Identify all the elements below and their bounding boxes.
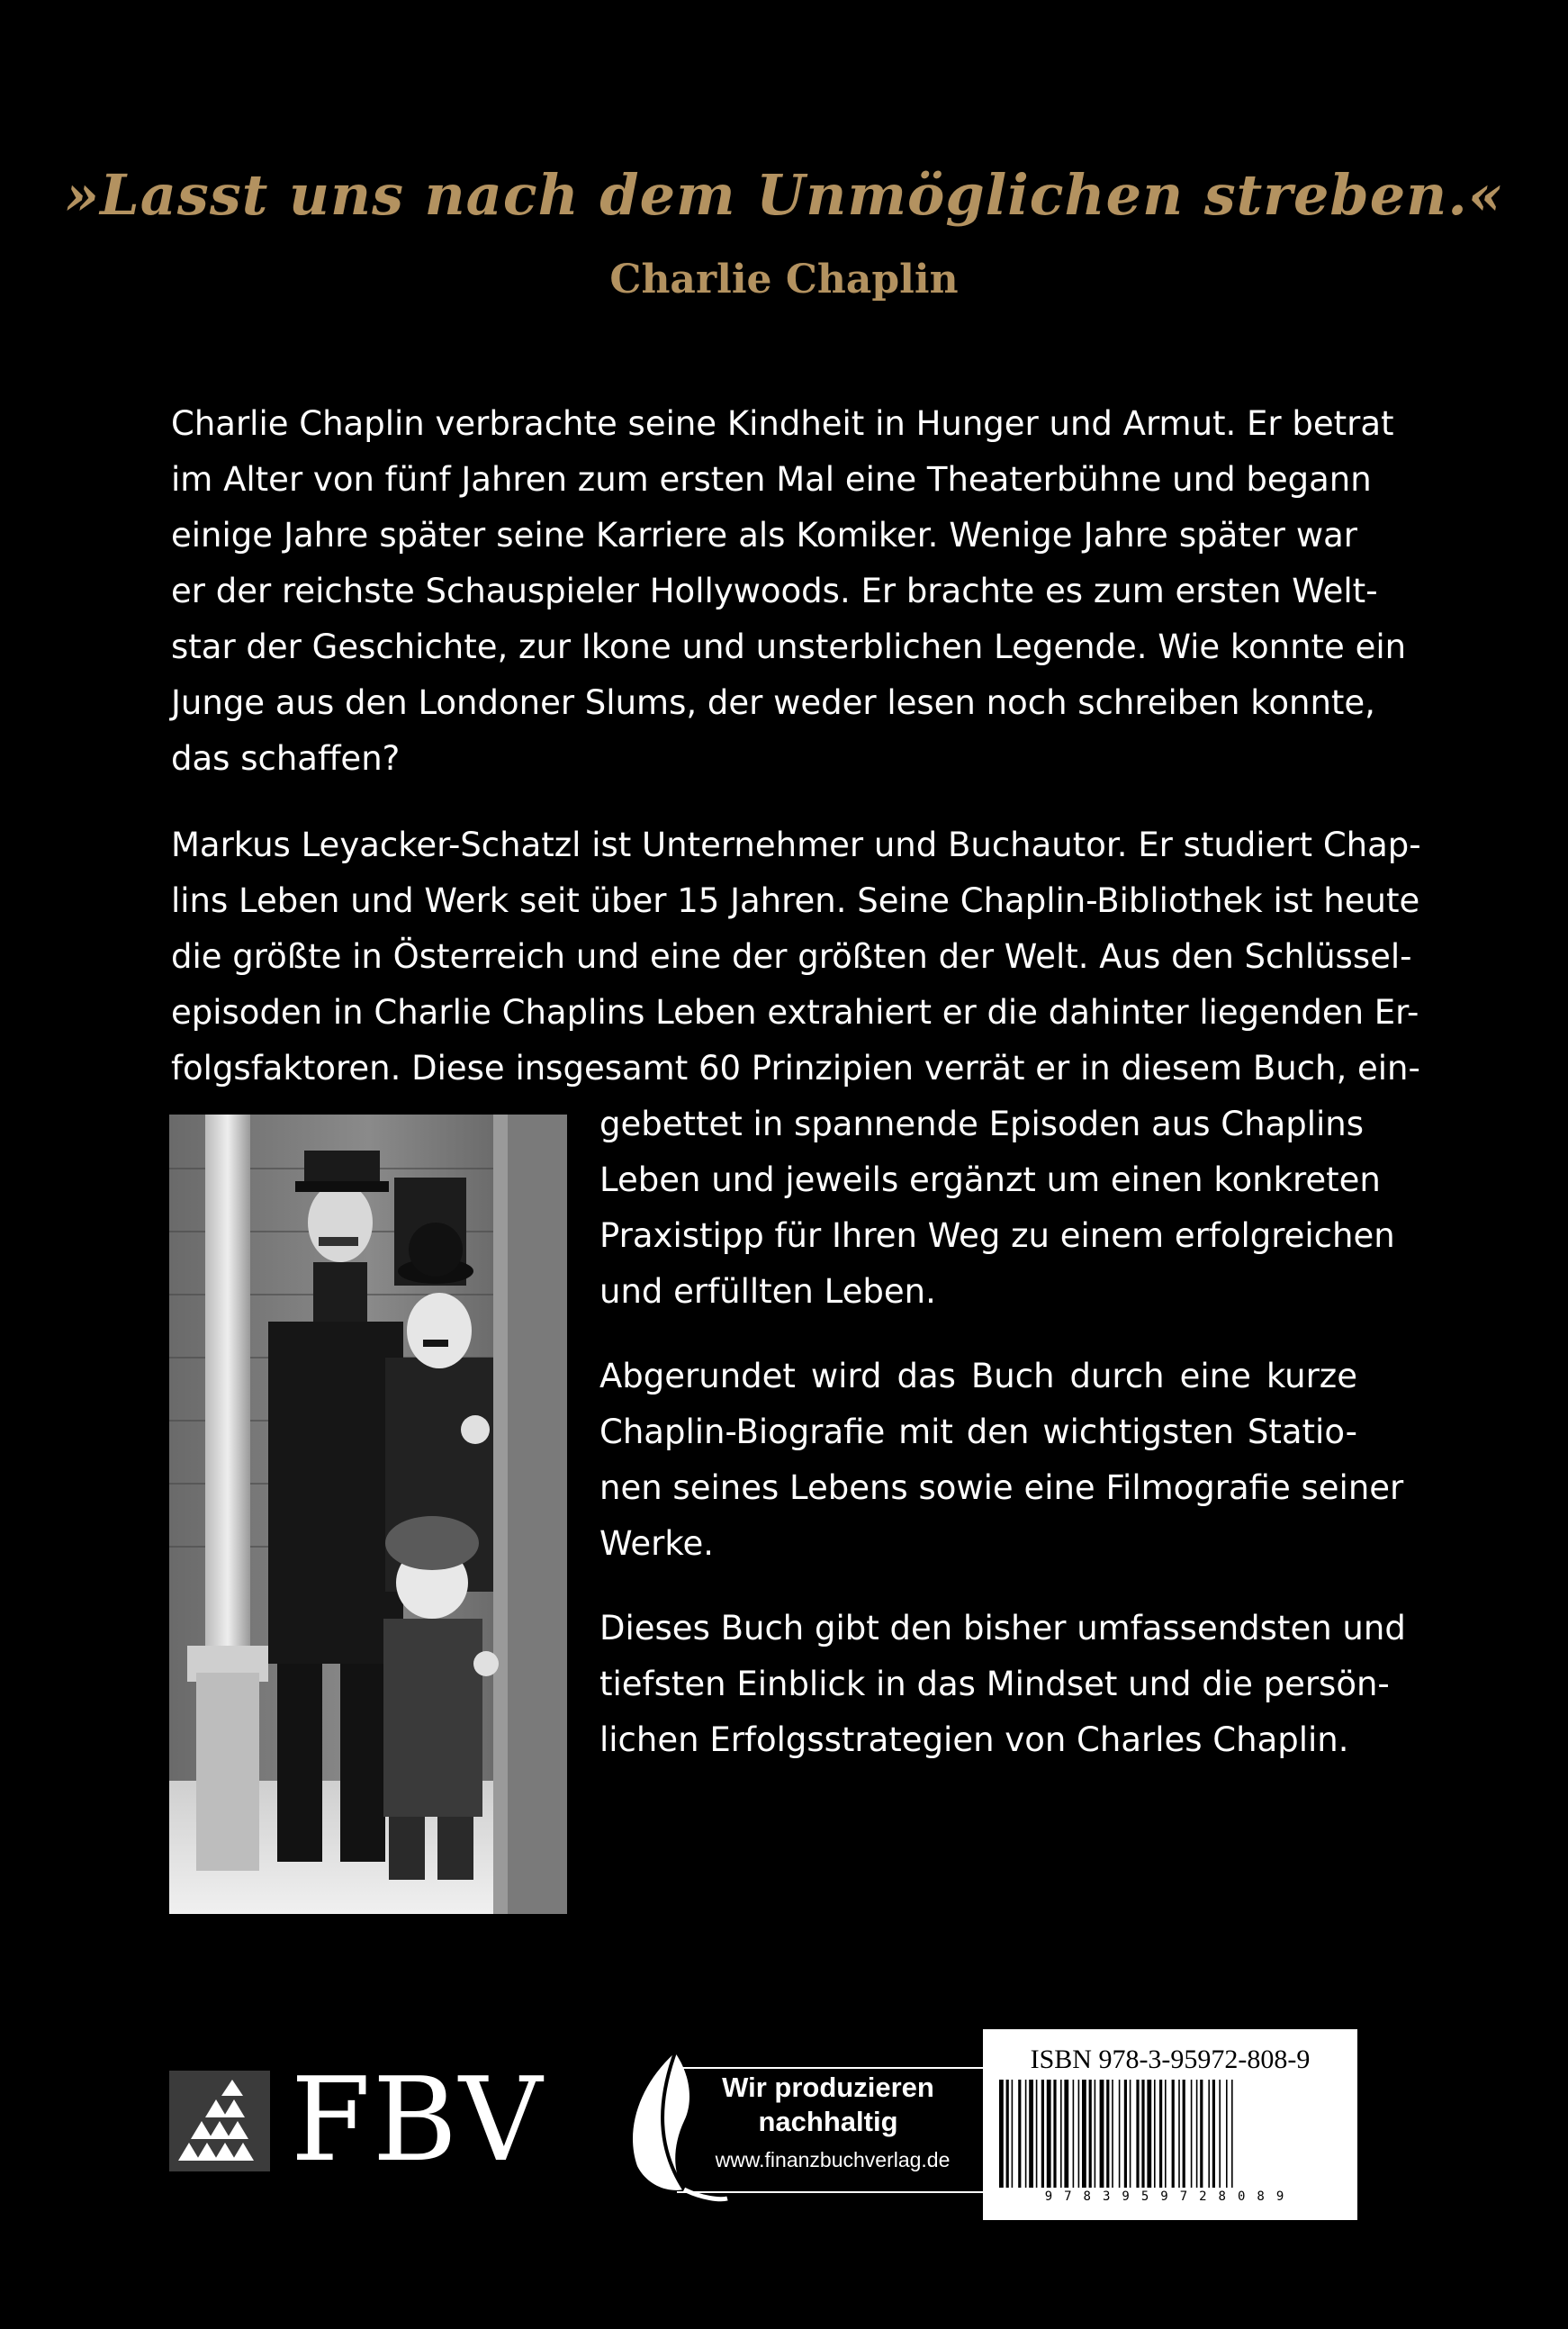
text-line: er der reichste Schauspieler Hollywoods. Er brachte es zum ersten Welt-	[171, 572, 1378, 610]
fbv-logo-mark-icon	[169, 2071, 270, 2171]
paragraph-author-continued	[599, 1097, 1395, 1320]
barcode-bar	[1212, 2080, 1215, 2188]
barcode-bar	[1136, 2080, 1139, 2188]
barcode-bar	[1095, 2080, 1096, 2188]
barcode-bar	[1124, 2080, 1127, 2188]
publisher-name: FBV	[291, 2054, 545, 2188]
barcode-bar	[1073, 2080, 1075, 2188]
publisher-logo	[169, 2054, 572, 2188]
barcode-bar	[1165, 2080, 1167, 2188]
eco-badge	[621, 2049, 983, 2204]
barcode-bar	[1112, 2080, 1113, 2188]
barcode-bar	[1089, 2080, 1092, 2188]
barcode-bar	[1159, 2080, 1162, 2188]
barcode-bar	[1141, 2080, 1144, 2188]
text-line: gebettet in spannende Episoden aus Chaplins	[599, 1105, 1365, 1143]
eco-badge-line2: nachhaltig	[758, 2106, 898, 2137]
barcode-bar	[1064, 2080, 1068, 2188]
text-line: einige Jahre später seine Karriere als Komiker. Wenige Jahre später war	[171, 516, 1357, 555]
barcode-bar	[1047, 2080, 1051, 2188]
paragraph-intro	[171, 396, 1407, 787]
barcode-bar	[1012, 2080, 1014, 2188]
barcode-bar	[1078, 2080, 1080, 2188]
barcode-bar	[1060, 2080, 1062, 2188]
paragraph-summary	[599, 1601, 1406, 1768]
barcode-bar	[1082, 2080, 1086, 2188]
text-line: lichen Erfolgsstrategien von Charles Chaplin.	[599, 1720, 1349, 1759]
barcode-bar	[1106, 2080, 1109, 2188]
barcode-bar	[1191, 2080, 1193, 2188]
text-line: und erfüllten Leben.	[599, 1272, 936, 1311]
barcode-bar	[1172, 2080, 1175, 2188]
text-line: Chaplin-Biografie mit den wichtigsten Statio-	[599, 1413, 1357, 1451]
text-line: episoden in Charlie Chaplins Leben extrahiert er die dahinter liegenden Er-	[171, 993, 1419, 1032]
barcode-bar	[999, 2080, 1004, 2188]
cover-quote: »Lasst uns nach dem Unmöglichen streben.«	[64, 162, 1504, 228]
text-line: star der Geschichte, zur Ikone und unsterblichen Legende. Wie konnte ein	[171, 627, 1407, 666]
barcode-bar	[1029, 2080, 1033, 2188]
barcode-bar	[1130, 2080, 1131, 2188]
text-line: Praxistipp für Ihren Weg zu einem erfolgreichen	[599, 1216, 1395, 1255]
quote-author: Charlie Chaplin	[609, 257, 959, 302]
text-line: Markus Leyacker-Schatzl ist Unternehmer und Buchautor. Er studiert Chap-	[171, 826, 1421, 864]
barcode-bar	[1100, 2080, 1104, 2188]
publisher-url: www.finanzbuchverlag.de	[715, 2148, 951, 2171]
text-line: Werke.	[599, 1524, 715, 1563]
barcode-bar	[1119, 2080, 1121, 2188]
barcode-bar	[1006, 2080, 1009, 2188]
text-line: Junge aus den Londoner Slums, der weder lesen noch schreiben konnte,	[171, 683, 1375, 722]
barcode-bar	[1178, 2080, 1180, 2188]
barcode-bar	[1018, 2080, 1021, 2188]
barcode-bar	[1025, 2080, 1027, 2188]
isbn-label: ISBN 978-3-95972-808-9	[1030, 2045, 1311, 2074]
text-line: Abgerundet wird das Buch durch eine kurze	[599, 1357, 1357, 1395]
barcode-bar	[1208, 2080, 1210, 2188]
text-line: Charlie Chaplin verbrachte seine Kindheit in Hunger und Armut. Er betrat	[171, 404, 1394, 443]
chaplin-photo	[169, 1115, 567, 1914]
barcode-bar	[1053, 2080, 1056, 2188]
barcode-bar	[1200, 2080, 1203, 2188]
text-line: die größte in Österreich und eine der größten der Welt. Aus den Schlüssel-	[171, 937, 1412, 976]
text-line: tiefsten Einblick in das Mindset und die persön-	[599, 1665, 1390, 1703]
barcode-bar	[1196, 2080, 1198, 2188]
text-line: im Alter von fünf Jahren zum ersten Mal eine Theaterbühne und begann	[171, 460, 1372, 499]
paragraph-author	[171, 817, 1421, 1097]
text-line: Dieses Buch gibt den bisher umfassendsten und	[599, 1609, 1406, 1647]
text-line: nen seines Lebens sowie eine Filmografie seiner	[599, 1468, 1404, 1507]
barcode-bar	[1231, 2080, 1233, 2188]
barcode-bar	[1041, 2080, 1044, 2188]
paragraph-biography	[599, 1349, 1404, 1572]
barcode-bar	[1154, 2080, 1156, 2188]
barcode-bar	[1183, 2080, 1185, 2188]
barcode-bars	[997, 2080, 1343, 2188]
text-line: lins Leben und Werk seit über 15 Jahren. Seine Chaplin-Bibliothek ist heute	[171, 881, 1420, 920]
text-line: das schaffen?	[171, 739, 401, 778]
eco-badge-line1: Wir produzieren	[722, 2072, 934, 2103]
isbn-barcode	[983, 2029, 1357, 2220]
barcode-bar	[1147, 2080, 1151, 2188]
text-line: folgsfaktoren. Diese insgesamt 60 Prinzipien verrät er in diesem Buch, ein-	[171, 1049, 1420, 1088]
barcode-bar	[1226, 2080, 1228, 2188]
barcode-bar	[1219, 2080, 1221, 2188]
text-line: Leben und jeweils ergänzt um einen konkreten	[599, 1160, 1381, 1199]
barcode-digits: 9783959728089	[1044, 2189, 1296, 2204]
barcode-bar	[1036, 2080, 1038, 2188]
